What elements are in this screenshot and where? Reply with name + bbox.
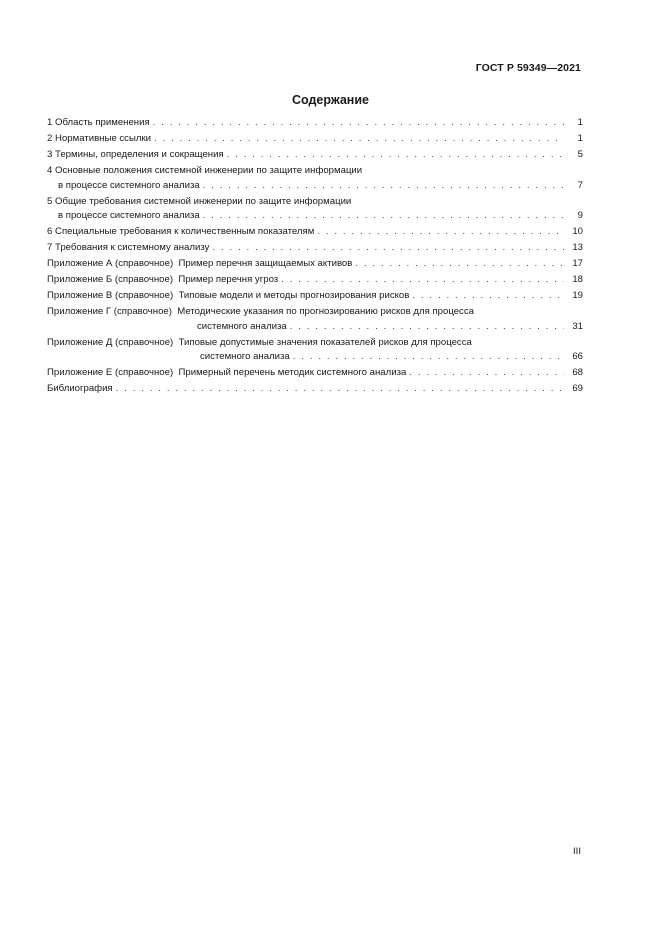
toc-leader xyxy=(212,241,564,256)
toc-page: 17 xyxy=(572,258,583,270)
toc-appendix-prefix: Приложение Г (справочное) xyxy=(47,306,172,318)
toc-entry-2[interactable] xyxy=(47,132,583,147)
toc-number: 1 xyxy=(47,117,53,128)
toc-leader xyxy=(293,350,564,365)
toc-text: Пример перечня защищаемых активов xyxy=(178,258,353,270)
toc-text: Область применения xyxy=(55,117,150,128)
toc-text: Типовые модели и методы прогнозирования рисков xyxy=(178,290,410,302)
toc-entry-appendix-v[interactable] xyxy=(47,289,583,304)
toc-leader xyxy=(227,148,564,163)
toc-appendix-prefix: Приложение Д (справочное) xyxy=(47,336,174,348)
toc-leader xyxy=(203,179,564,194)
toc-leader xyxy=(281,273,564,288)
toc-number: 7 xyxy=(47,242,53,254)
toc-leader xyxy=(153,116,564,131)
toc-text-line1: Методические указания по прогнозированию рисков для процесса xyxy=(177,306,474,318)
toc-entry-appendix-g[interactable] xyxy=(47,305,583,334)
toc-text: Нормативные ссылки xyxy=(55,132,152,144)
toc-entry-appendix-e[interactable] xyxy=(47,366,583,381)
toc-appendix-prefix: Приложение Б (справочное) xyxy=(47,274,174,286)
toc-page: 31 xyxy=(572,320,583,332)
toc-text-line1: Общие требования системной инженерии по защите информации xyxy=(55,195,352,207)
page-title: Содержание xyxy=(291,93,369,107)
toc-text-line2: в процессе системного анализа xyxy=(58,210,200,222)
toc-page: 10 xyxy=(572,226,583,238)
toc-entry-appendix-a[interactable] xyxy=(47,257,583,272)
toc-page: 68 xyxy=(572,367,583,379)
toc-leader xyxy=(203,209,564,224)
toc-leader xyxy=(355,257,564,272)
toc-entry-6[interactable] xyxy=(47,225,583,240)
toc-text: Специальные требования к количественным показателям xyxy=(55,226,315,238)
toc-entry-3[interactable] xyxy=(47,148,583,163)
toc-page: 1 xyxy=(577,117,583,128)
toc-page: 19 xyxy=(572,290,583,302)
toc-page: 5 xyxy=(577,148,583,160)
toc-number: 4 xyxy=(47,164,53,176)
standard-designation: ГОСТ Р 59349—2021 xyxy=(475,62,581,74)
toc-page: 7 xyxy=(577,179,583,191)
toc-text: Пример перечня угроз xyxy=(178,274,279,286)
toc-number: 2 xyxy=(47,132,53,144)
toc-entry-5[interactable] xyxy=(47,195,583,224)
toc-text: Примерный перечень методик системного анализа xyxy=(178,367,407,379)
toc-page: 18 xyxy=(572,274,583,286)
toc-entry-appendix-d[interactable] xyxy=(47,336,583,365)
toc-leader xyxy=(317,225,564,240)
table-of-contents xyxy=(47,116,583,397)
toc-number: 5 xyxy=(47,195,53,207)
toc-leader xyxy=(116,382,564,397)
toc-entry-1[interactable] xyxy=(47,116,583,131)
toc-text-line2: в процессе системного анализа xyxy=(58,179,200,191)
toc-entry-7[interactable] xyxy=(47,241,583,256)
toc-leader xyxy=(154,132,564,147)
toc-text-line1: Основные положения системной инженерии по защите информации xyxy=(55,164,363,176)
toc-leader xyxy=(290,320,564,335)
toc-text-line2: системного анализа xyxy=(197,320,287,332)
toc-page: 69 xyxy=(572,383,583,395)
toc-number: 3 xyxy=(47,148,53,160)
toc-text-line1: Типовые допустимые значения показателей рисков для процесса xyxy=(178,336,472,348)
toc-appendix-prefix: Приложение В (справочное) xyxy=(47,290,174,302)
toc-entry-bibliography[interactable] xyxy=(47,382,583,397)
toc-page: 1 xyxy=(577,132,583,144)
toc-page: 66 xyxy=(572,351,583,363)
toc-leader xyxy=(412,289,564,304)
toc-text-line2: системного анализа xyxy=(200,351,290,363)
toc-leader xyxy=(409,366,564,381)
toc-entry-4[interactable] xyxy=(47,164,583,193)
toc-text: Библиография xyxy=(47,383,113,395)
toc-entry-appendix-b[interactable] xyxy=(47,273,583,288)
toc-number: 6 xyxy=(47,226,53,238)
toc-page: 13 xyxy=(572,242,583,254)
toc-appendix-prefix: Приложение А (справочное) xyxy=(47,258,174,270)
toc-text: Требования к системному анализу xyxy=(55,242,210,254)
toc-page: 9 xyxy=(577,210,583,222)
toc-text: Термины, определения и сокращения xyxy=(55,148,224,160)
toc-appendix-prefix: Приложение Е (справочное) xyxy=(47,367,174,379)
page-number: III xyxy=(573,846,581,857)
